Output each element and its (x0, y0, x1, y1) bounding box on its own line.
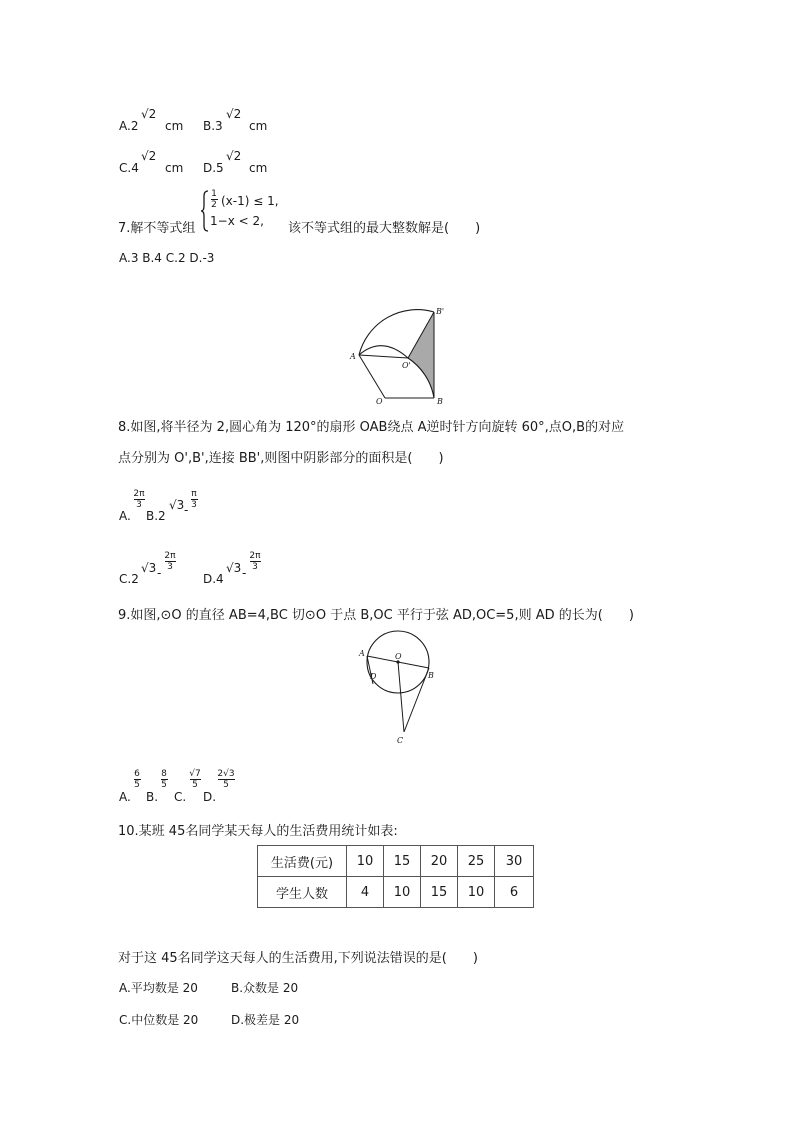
q8-option-d-minus: - (242, 566, 247, 580)
table-cell: 10 (347, 846, 384, 877)
table-cell: 10 (458, 877, 495, 908)
q8-label-o-prime: O' (402, 361, 411, 370)
q8-label-b: B (437, 397, 443, 406)
q9-option-a-num: 6 (134, 769, 140, 779)
q8-option-d-den: 3 (252, 562, 258, 572)
q10-option-c: C.中位数是 20 (119, 1013, 199, 1027)
q7-brace-icon (201, 190, 209, 232)
q7-options: A.3 B.4 C.2 D.-3 (119, 251, 215, 265)
q6-option-a-radical: √2 (141, 107, 157, 121)
q9-option-b-den: 5 (161, 780, 167, 790)
q7-ineq1-fraction (210, 189, 218, 210)
q10-stats-table (257, 845, 534, 908)
q10-intro: 10.某班 45名同学某天每人的生活费用统计如表: (118, 824, 398, 839)
q6-option-b-unit: cm (249, 119, 268, 133)
q8-label-b-prime: B' (436, 307, 445, 316)
q6-option-d: D.5 (203, 161, 224, 175)
q8-option-a: A. (119, 509, 131, 523)
table-cell: 30 (495, 846, 534, 877)
q8-option-b: B.2 (146, 509, 166, 523)
table-header-cell: 学生人数 (258, 877, 347, 908)
q6-option-d-radical: √2 (226, 149, 242, 163)
q8-option-b-radical: √3 (169, 498, 185, 512)
q8-option-c-radical: √3 (141, 561, 157, 575)
table-cell: 15 (421, 877, 458, 908)
q7-ineq2: 1−x < 2, (210, 214, 264, 228)
q8-option-c-num: 2π (164, 551, 176, 561)
q8-option-b-den: 3 (191, 500, 197, 510)
q9-option-d: D. (203, 790, 217, 804)
q7-ineq1-rest: (x-1) ≤ 1, (221, 194, 279, 208)
q6-option-a: A.2 (119, 119, 139, 133)
q9-option-d-den: 5 (223, 780, 229, 790)
q7-suffix: 该不等式组的最大整数解是( ) (288, 221, 481, 236)
table-cell: 6 (495, 877, 534, 908)
q8-option-d: D.4 (203, 572, 224, 586)
q7-ineq1-den: 2 (211, 200, 217, 210)
q9-text: 9.如图,⊙O 的直径 AB=4,BC 切⊙O 于点 B,OC 平行于弦 AD,OC=5,则 AD 的长为( ) (118, 608, 634, 623)
table-cell: 25 (458, 846, 495, 877)
q9-figure (352, 628, 442, 746)
q10-question: 对于这 45名同学这天每人的生活费用,下列说法错误的是( ) (118, 951, 478, 966)
q10-option-b: B.众数是 20 (231, 981, 299, 995)
q9-option-a-fraction (133, 769, 141, 790)
q9-option-a: A. (119, 790, 131, 804)
q8-option-d-radical: √3 (226, 561, 242, 575)
q6-option-d-unit: cm (249, 161, 268, 175)
q8-label-o: O (376, 397, 383, 406)
q6-option-c-unit: cm (165, 161, 184, 175)
q9-option-c-den: 5 (192, 780, 198, 790)
q9-option-b-num: 8 (161, 769, 167, 779)
table-header-cell: 生活费(元) (258, 846, 347, 877)
q6-option-b: B.3 (203, 119, 223, 133)
q8-option-c-fraction (164, 551, 176, 572)
q10-option-a: A.平均数是 20 (119, 981, 198, 995)
q8-option-b-minus: - (184, 503, 189, 517)
q9-label-o: O (395, 652, 402, 661)
q6-option-a-unit: cm (165, 119, 184, 133)
q9-option-b-fraction (160, 769, 168, 790)
q9-option-c-num: √7 (189, 769, 201, 779)
q9-label-a: A (359, 649, 365, 658)
q9-option-d-num: 2√3 (217, 769, 235, 779)
table-cell: 4 (347, 877, 384, 908)
q8-figure (340, 302, 460, 406)
q9-label-c: C (397, 736, 404, 745)
q8-line2: 点分别为 O',B',连接 BB',则图中阴影部分的面积是( ) (118, 451, 444, 466)
q9-option-d-fraction (217, 769, 235, 790)
q9-label-d: D (370, 672, 377, 681)
q8-option-c-den: 3 (167, 562, 173, 572)
table-row (258, 846, 534, 877)
q9-option-a-den: 5 (134, 780, 140, 790)
table-cell: 15 (384, 846, 421, 877)
q8-option-a-fraction (133, 489, 145, 510)
q8-label-a: A (350, 352, 356, 361)
q8-option-c: C.2 (119, 572, 139, 586)
q8-option-b-num: π (191, 489, 197, 499)
q8-option-d-fraction (249, 551, 261, 572)
q8-option-b-fraction (190, 489, 198, 510)
q6-option-c-radical: √2 (141, 149, 157, 163)
q7-ineq1-num: 1 (211, 189, 217, 199)
q8-option-a-num: 2π (133, 489, 145, 499)
q8-option-c-minus: - (157, 566, 162, 580)
q9-option-c-fraction (189, 769, 201, 790)
q9-option-c: C. (174, 790, 187, 804)
q9-label-b: B (428, 671, 434, 680)
table-cell: 20 (421, 846, 458, 877)
q8-line1: 8.如图,将半径为 2,圆心角为 120°的扇形 OAB绕点 A逆时针方向旋转 60°,点O,B的对应 (118, 420, 625, 435)
q9-option-b: B. (146, 790, 159, 804)
q7-prefix: 7.解不等式组 (118, 221, 196, 236)
q10-option-d: D.极差是 20 (231, 1013, 300, 1027)
table-cell: 10 (384, 877, 421, 908)
q8-option-a-den: 3 (136, 500, 142, 510)
table-row (258, 877, 534, 908)
q6-option-c: C.4 (119, 161, 139, 175)
q6-option-b-radical: √2 (226, 107, 242, 121)
q8-option-d-num: 2π (249, 551, 261, 561)
